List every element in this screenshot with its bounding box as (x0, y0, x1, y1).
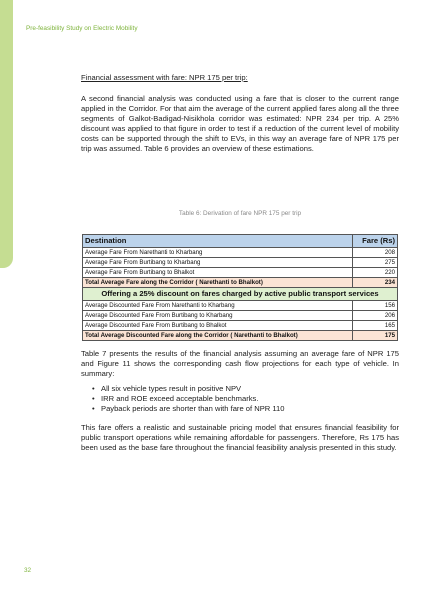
row-value: 220 (353, 268, 398, 278)
table-row (83, 248, 398, 258)
running-header: Pre-feasibility Study on Electric Mobility (26, 25, 138, 32)
row-value: 165 (353, 321, 398, 331)
list-item: • Payback periods are shorter than with fare of NPR 110 (92, 404, 392, 414)
row-label: Average Fare From Narethanti to Kharbang (83, 248, 353, 258)
table-row (83, 321, 398, 331)
discounted-total-row (83, 331, 398, 341)
table-header-row (83, 235, 398, 248)
row-value: 206 (353, 311, 398, 321)
section-title: Financial assessment with fare: NPR 175 per trip: (81, 73, 248, 82)
discount-offer-row (83, 288, 398, 301)
total-value: 234 (353, 278, 398, 288)
summary-list (81, 384, 392, 415)
discount-offer-text: Offering a 25% discount on fares charged by active public transport services (83, 288, 398, 301)
row-value: 208 (353, 248, 398, 258)
header-destination: Destination (83, 235, 353, 248)
row-label: Average Fare From Burtibang to Kharbang (83, 258, 353, 268)
table-row (83, 301, 398, 311)
header-fare: Fare (Rs) (353, 235, 398, 248)
row-value: 156 (353, 301, 398, 311)
table-row (83, 258, 398, 268)
total-label: Total Average Fare along the Corridor ( Narethanti to Bhalkot) (83, 278, 353, 288)
paragraph-3: This fare offers a realistic and sustainable pricing model that ensures financial feasibility for public transport operations while remaining affordable for passengers. Therefore, Rs 175 has been used as the base fare throughout the financial feasibility analysis presented in this study. (81, 423, 399, 452)
page-number: 32 (24, 567, 32, 574)
total-row (83, 278, 398, 288)
row-value: 275 (353, 258, 398, 268)
fare-table (82, 234, 398, 341)
total-value: 175 (353, 331, 398, 341)
row-label: Average Discounted Fare From Narethanti to Kharbang (83, 301, 353, 311)
paragraph-1: A second financial analysis was conducted using a fare that is closer to the current range applied in the Corridor. For that aim the average of the current applied fares along all the three segments of Galkot-Badigad-Nisikhola corridor was estimated: NPR 234 per trip. A 25% discount was applied to that figure in order to test if a reduction of the current level of mobility costs can be supported through the shift to EVs, in this way an average fare of NPR 175 per trip was assumed. Table 6 provides an overview of these estimations. (81, 94, 399, 153)
list-item: • IRR and ROE exceed acceptable benchmarks. (92, 394, 392, 404)
total-label: Total Average Discounted Fare along the Corridor ( Narethanti to Bhalkot) (83, 331, 353, 341)
table-row (83, 311, 398, 321)
row-label: Average Discounted Fare From Burtibang to Kharbang (83, 311, 353, 321)
side-tab-decoration (0, 0, 13, 268)
paragraph-2: Table 7 presents the results of the financial analysis assuming an average fare of NPR 175 and Figure 11 shows the corresponding cash flow projections for each type of vehicle. In summary: (81, 349, 399, 378)
row-label: Average Discounted Fare From Burtibang to Bhalkot (83, 321, 353, 331)
table-caption: Table 6: Derivation of fare NPR 175 per trip (178, 210, 302, 217)
row-label: Average Fare From Burtibang to Bhalkot (83, 268, 353, 278)
list-item: • All six vehicle types result in positive NPV (92, 384, 392, 394)
table-row (83, 268, 398, 278)
